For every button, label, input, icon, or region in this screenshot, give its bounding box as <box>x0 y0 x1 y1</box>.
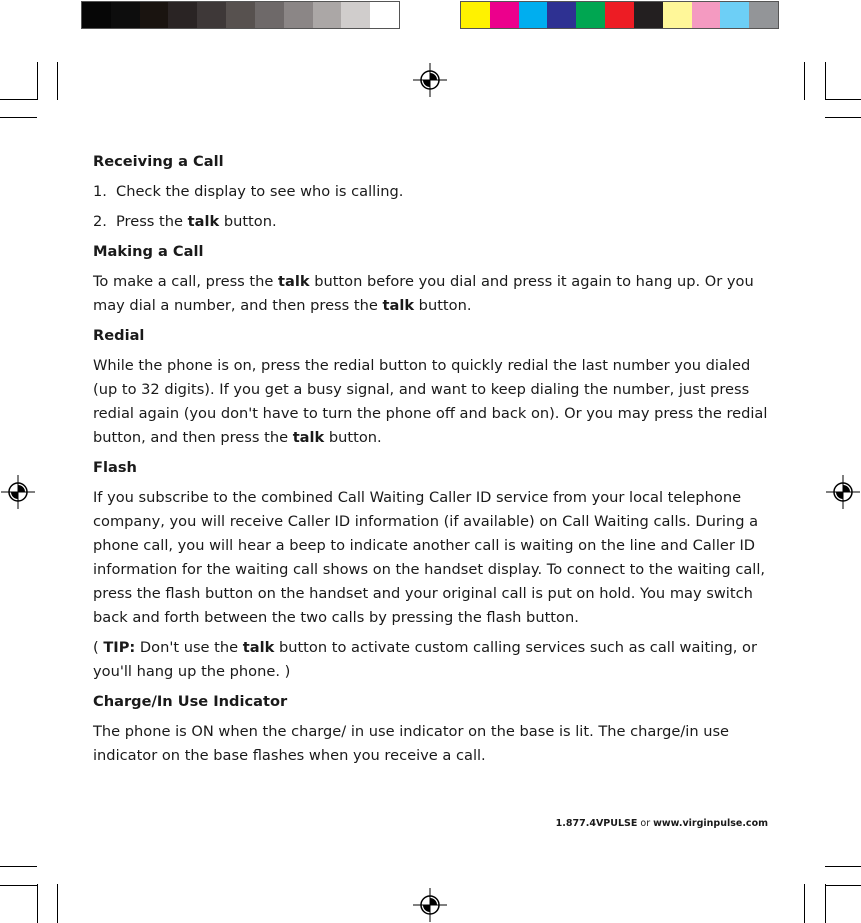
registration-mark-icon <box>1 475 35 509</box>
color-swatch <box>284 2 313 28</box>
text-run: button to activate custom calling services such as call waiting, or you'll hang up the phone. ) <box>93 639 757 680</box>
text-run: To make a call, press the <box>93 273 279 290</box>
talk-keyword: talk <box>278 273 310 290</box>
color-swatch <box>168 2 197 28</box>
section-heading-receiving: Receiving a Call <box>93 153 224 170</box>
color-swatch <box>370 2 399 28</box>
color-swatch <box>111 2 140 28</box>
crop-mark <box>0 117 37 118</box>
color-swatch <box>226 2 255 28</box>
crop-mark <box>37 884 38 923</box>
text-run: button. <box>219 213 277 230</box>
crop-mark <box>825 866 861 867</box>
text-run: ( <box>93 639 104 656</box>
color-swatch <box>692 2 721 28</box>
list-text <box>116 210 277 234</box>
color-swatch <box>140 2 169 28</box>
color-swatch <box>605 2 634 28</box>
talk-keyword: talk <box>292 429 325 446</box>
section-heading-charge: Charge/In Use Indicator <box>93 693 288 710</box>
manual-page-content <box>93 150 773 774</box>
list-text: Check the display to see who is calling. <box>116 183 404 200</box>
color-swatch <box>663 2 692 28</box>
footer-url: www.virginpulse.com <box>653 818 768 829</box>
section-heading-flash: Flash <box>93 459 137 476</box>
color-swatch <box>341 2 370 28</box>
grayscale-color-bar <box>81 1 400 29</box>
list-item <box>93 180 773 204</box>
footer-or: or <box>637 818 654 829</box>
paragraph-charge: The phone is ON when the charge/ in use indicator on the base is lit. The charge/in use indicator on the base flashes when you receive a call. <box>93 723 730 764</box>
crop-mark <box>825 117 861 118</box>
color-swatch <box>255 2 284 28</box>
crop-mark <box>825 884 826 923</box>
color-swatch <box>576 2 605 28</box>
color-swatch <box>720 2 749 28</box>
list-number: 2. <box>93 213 107 230</box>
crop-mark <box>0 99 37 100</box>
color-swatch <box>519 2 548 28</box>
crop-mark <box>0 866 37 867</box>
text-run: While the phone is on, press the redial button to quickly redial the last number you dialed (up to 32 digits). If you get a busy signal, and want to keep dialing the number, just press redial again (you don't have to turn the phone off and back on). Or you may press the redial button, and then press the <box>93 357 768 446</box>
color-swatch <box>547 2 576 28</box>
section-heading-making: Making a Call <box>93 243 204 260</box>
section-heading-redial: Redial <box>93 327 145 344</box>
color-swatch <box>634 2 663 28</box>
text-run: button. <box>324 429 382 446</box>
crop-mark <box>57 884 58 923</box>
text-run: button before you dial and press it again to hang up. Or you may dial a number, and then press the <box>93 273 754 314</box>
color-swatch <box>749 2 778 28</box>
color-swatch <box>461 2 490 28</box>
crop-mark <box>804 62 805 100</box>
process-color-bar <box>460 1 779 29</box>
text-run: Don't use the <box>135 639 243 656</box>
color-swatch <box>313 2 342 28</box>
footer-contact <box>556 818 768 829</box>
crop-mark <box>825 62 826 100</box>
talk-keyword: talk <box>382 297 415 314</box>
color-swatch <box>490 2 519 28</box>
list-number: 1. <box>93 183 107 200</box>
tip-label: TIP: <box>103 639 136 656</box>
color-swatch <box>197 2 226 28</box>
registration-mark-icon <box>413 888 447 922</box>
talk-keyword: talk <box>242 639 275 656</box>
color-swatch <box>82 2 111 28</box>
registration-mark-icon <box>413 63 447 97</box>
text-run: Press the <box>116 213 188 230</box>
paragraph-making <box>93 270 773 318</box>
crop-mark <box>37 62 38 100</box>
crop-mark <box>804 884 805 923</box>
paragraph-redial <box>93 354 773 450</box>
registration-mark-icon <box>826 475 860 509</box>
list-item <box>93 210 773 234</box>
crop-mark <box>825 99 861 100</box>
footer-phone: 1.877.4VPULSE <box>555 818 638 829</box>
talk-keyword: talk <box>187 213 220 230</box>
crop-mark <box>825 885 861 886</box>
crop-mark <box>57 62 58 100</box>
crop-mark <box>0 885 37 886</box>
text-run: button. <box>414 297 472 314</box>
tip-note <box>93 636 773 684</box>
paragraph-flash: If you subscribe to the combined Call Waiting Caller ID service from your local telephone company, you will receive Caller ID information (if available) on Call Waiting calls. During a phone call, you will hear a beep to indicate another call is waiting on the line and Caller ID information for the waiting call shows on the handset display. To connect to the waiting call, press the flash button on the handset and your original call is put on hold. You may switch back and forth between the two calls by pressing the flash button. <box>93 489 766 626</box>
